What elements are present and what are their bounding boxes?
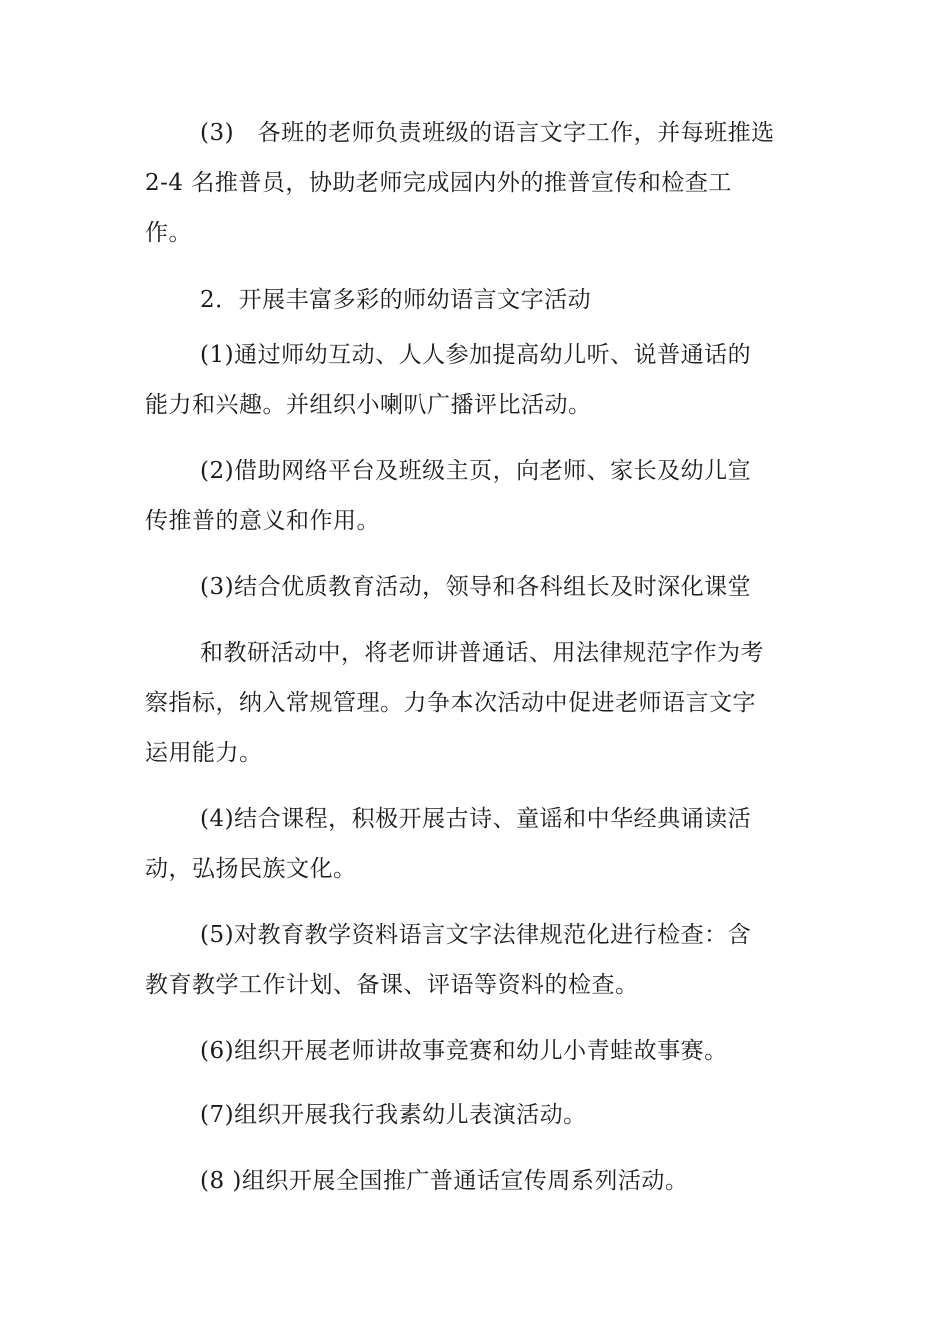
paragraph-line: (1)通过师幼互动、人人参加提高幼儿听、说普通话的 (200, 342, 752, 368)
paragraph-line: 2-4 名推普员，协助老师完成园内外的推普宣传和检查工 (145, 170, 732, 196)
paragraph-line: 能力和兴趣。并组织小喇叭广播评比活动。 (145, 392, 592, 418)
paragraph-line: (5)对教育教学资料语言文字法律规范化进行检查：含 (200, 922, 752, 948)
paragraph-line: (2)借助网络平台及班级主页，向老师、家长及幼儿宣 (200, 458, 752, 484)
paragraph-line: (3) 各班的老师负责班级的语言文字工作，并每班推选 (200, 120, 775, 146)
paragraph-line: (4)结合课程，积极开展古诗、童谣和中华经典诵读活 (200, 806, 752, 832)
paragraph-line: (7)组织开展我行我素幼儿表演活动。 (200, 1102, 587, 1128)
paragraph-line: (8 )组织开展全国推广普通话宣传周系列活动。 (200, 1168, 689, 1194)
paragraph-line: (6)组织开展老师讲故事竞赛和幼儿小青蛙故事赛。 (200, 1038, 728, 1064)
paragraph-line: 作。 (145, 220, 192, 246)
paragraph-line: 运用能力。 (145, 740, 263, 766)
paragraph-line: 传推普的意义和作用。 (145, 508, 380, 534)
section-heading: 2．开展丰富多彩的师幼语言文字活动 (200, 287, 592, 313)
paragraph-line: 教育教学工作计划、备课、评语等资料的检查。 (145, 972, 639, 998)
paragraph-line: 动，弘扬民族文化。 (145, 856, 357, 882)
paragraph-line: (3)结合优质教育活动，领导和各科组长及时深化课堂 (200, 574, 752, 600)
paragraph-line: 和教研活动中，将老师讲普通话、用法律规范字作为考 (200, 640, 764, 666)
paragraph-line: 察指标，纳入常规管理。力争本次活动中促进老师语言文字 (145, 690, 756, 716)
